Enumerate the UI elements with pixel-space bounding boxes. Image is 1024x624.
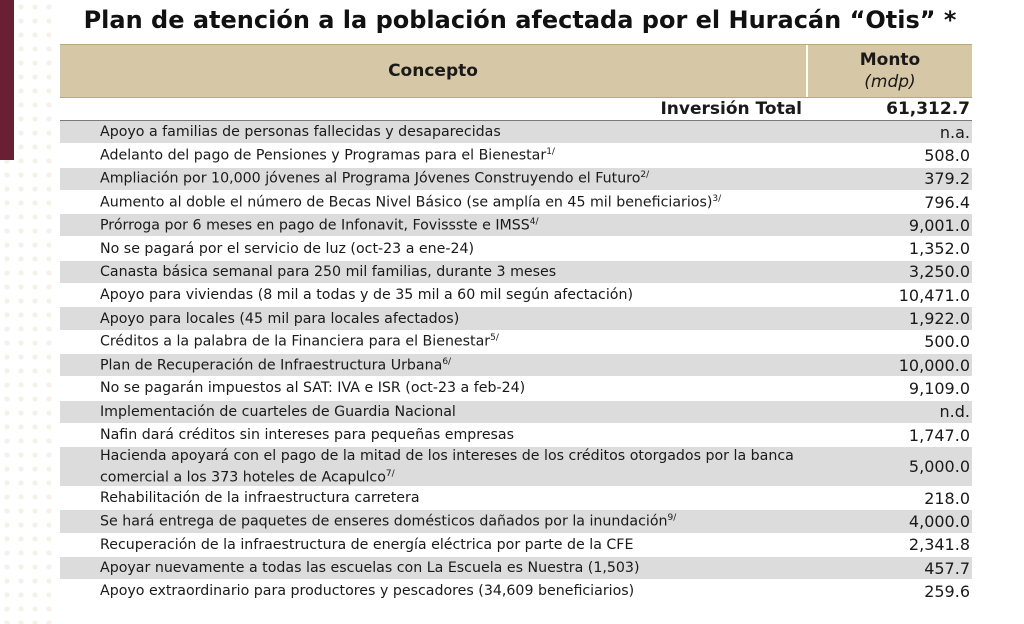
row-concepto [60, 380, 808, 396]
row-concepto-text: Créditos a la palabra de la Financiera para el Bienestar [100, 334, 491, 351]
row-monto: 500.0 [924, 332, 970, 352]
investment-table [60, 44, 972, 604]
table-row [60, 487, 972, 510]
row-concepto [60, 124, 808, 140]
row-concepto-text: Ampliación por 10,000 jóvenes al Programa Jóvenes Construyendo el Futuro [100, 171, 641, 188]
row-concepto-text: No se pagará por el servicio de luz (oct-23 a ene-24) [100, 240, 475, 257]
row-concepto-text: Apoyo extraordinario para productores y pescadores (34,609 beneficiarios) [100, 583, 635, 600]
row-concepto-text: Apoyo a familias de personas fallecidas y desaparecidas [100, 124, 501, 141]
row-concepto-text: Hacienda apoyará con el pago de la mitad de los intereses de los créditos otorgados por la banca comercial a los 373 hoteles de Acapulco [100, 447, 794, 486]
table-row [60, 377, 972, 400]
table-row [60, 284, 972, 307]
table-row [60, 331, 972, 354]
table-header [60, 44, 972, 98]
row-concepto [60, 264, 808, 280]
table-row [60, 354, 972, 377]
row-monto: 9,109.0 [908, 378, 970, 398]
footnote-marker: 6/ [442, 356, 452, 367]
row-monto: n.a. [939, 122, 970, 142]
row-concepto-text: No se pagarán impuestos al SAT: IVA e ISR (oct-23 a feb-24) [100, 380, 526, 397]
row-concepto [60, 241, 808, 257]
row-concepto-text: Adelanto del pago de Pensiones y Programas para el Bienestar [100, 147, 547, 164]
row-concepto [60, 311, 808, 327]
table-body [60, 121, 972, 604]
header-monto-label: Monto [859, 50, 921, 70]
row-concepto [60, 560, 808, 576]
row-concepto-text: Aumento al doble el número de Becas Nivel Básico (se amplía en 45 mil beneficiarios) [100, 194, 713, 211]
header-monto-unit: (mdp) [864, 72, 916, 92]
table-row [60, 191, 972, 214]
row-concepto-text: Apoyo para viviendas (8 mil a todas y de 35 mil a 60 mil según afectación) [100, 287, 633, 304]
table-row [60, 534, 972, 557]
table-row [60, 447, 972, 487]
row-concepto-text: Implementación de cuarteles de Guardia Nacional [100, 403, 456, 420]
row-concepto-text: Prórroga por 6 meses en pago de Infonavit, Fovissste e IMSS [100, 217, 530, 234]
row-monto: 259.6 [924, 581, 970, 601]
row-concepto-text: Apoyo para locales (45 mil para locales afectados) [100, 310, 460, 327]
row-monto: 379.2 [924, 169, 970, 189]
table-row [60, 510, 972, 533]
footnote-marker: 7/ [385, 468, 395, 479]
row-concepto-text: Apoyar nuevamente a todas las escuelas con La Escuela es Nuestra (1,503) [100, 560, 640, 577]
row-concepto [60, 217, 808, 234]
row-concepto [60, 583, 808, 599]
header-concepto: Concepto [60, 45, 808, 97]
total-label: Inversión Total [660, 99, 802, 119]
header-monto [808, 45, 972, 97]
row-concepto [60, 490, 808, 506]
row-concepto-text: Se hará entrega de paquetes de enseres domésticos dañados por la inundación [100, 513, 668, 530]
row-concepto [60, 537, 808, 553]
row-concepto [60, 194, 808, 211]
row-concepto [60, 333, 808, 350]
table-row [60, 401, 972, 424]
row-concepto [60, 147, 808, 164]
row-concepto [60, 447, 808, 487]
row-concepto-text: Plan de Recuperación de Infraestructura Urbana [100, 357, 443, 374]
row-monto: 457.7 [924, 558, 970, 578]
footnote-marker: 2/ [640, 170, 650, 181]
row-monto: 1,352.0 [908, 239, 970, 259]
row-monto: n.d. [939, 402, 970, 422]
total-value: 61,312.7 [886, 99, 970, 119]
row-concepto-text: Nafin dará créditos sin intereses para pequeñas empresas [100, 427, 515, 443]
row-concepto [60, 427, 808, 443]
footnote-marker: 5/ [490, 333, 499, 344]
footnote-marker: 3/ [712, 193, 722, 204]
footnote-marker: 1/ [546, 147, 555, 158]
table-row [60, 580, 972, 603]
row-monto: 10,000.0 [898, 355, 970, 375]
page-title: Plan de atención a la población afectada por el Huracán “Otis” * [83, 6, 957, 34]
table-row [60, 214, 972, 237]
row-monto: 10,471.0 [898, 285, 970, 305]
row-monto: 5,000.0 [908, 457, 970, 477]
table-row [60, 424, 972, 447]
row-monto: 2,341.8 [908, 535, 970, 555]
table-row [60, 168, 972, 191]
row-monto: 218.0 [924, 488, 970, 508]
row-concepto-text: Recuperación de la infraestructura de energía eléctrica por parte de la CFE [100, 536, 634, 553]
row-concepto [60, 404, 808, 420]
footnote-marker: 9/ [667, 513, 677, 524]
row-concepto [60, 287, 808, 303]
row-monto: 1,747.0 [908, 425, 970, 445]
footnotes [62, 614, 962, 624]
row-monto: 1,922.0 [908, 309, 970, 329]
row-concepto [60, 357, 808, 374]
row-monto: 796.4 [924, 192, 970, 212]
table-row [60, 144, 972, 167]
row-monto: 9,001.0 [908, 215, 970, 235]
table-row [60, 237, 972, 260]
brand-bar [0, 0, 14, 160]
row-monto: 4,000.0 [908, 512, 970, 532]
table-row [60, 261, 972, 284]
table-row [60, 307, 972, 330]
row-monto: 3,250.0 [908, 262, 970, 282]
table-row [60, 121, 972, 144]
row-monto: 508.0 [924, 145, 970, 165]
total-row [60, 98, 972, 121]
row-concepto [60, 513, 808, 530]
row-concepto-text: Rehabilitación de la infraestructura carretera [100, 490, 420, 507]
row-concepto [60, 170, 808, 187]
table-row [60, 557, 972, 580]
footnote-marker: 4/ [529, 216, 539, 227]
row-concepto-text: Canasta básica semanal para 250 mil familias, durante 3 meses [100, 263, 557, 280]
